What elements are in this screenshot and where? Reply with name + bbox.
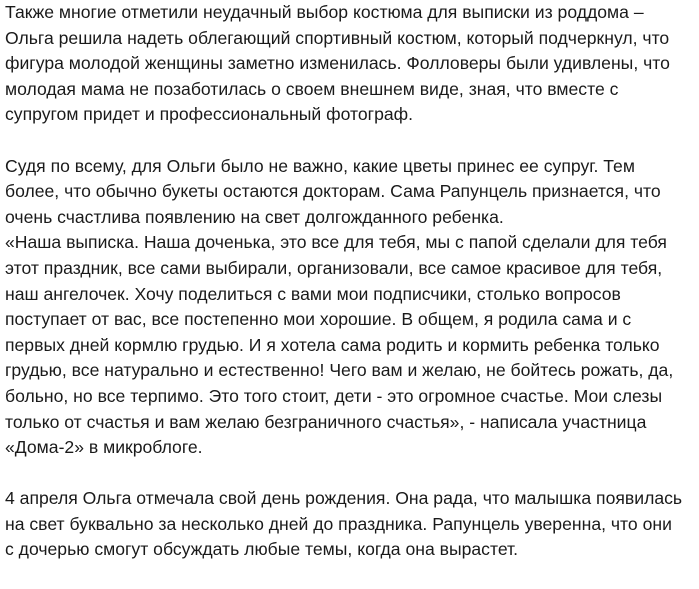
paragraph-3 xyxy=(5,486,695,563)
text-line: Также многие отметили неудачный выбор костюма для выписки из роддома – xyxy=(5,2,644,22)
text-line: на свет буквально за несколько дней до праздника. Рапунцель уверенна, что они xyxy=(5,513,672,534)
text-line: фигура молодой женщины заметно изменилась. Фолловеры были удивлены, что xyxy=(5,53,670,74)
article-body xyxy=(5,0,695,589)
text-line: Судя по всему, для Ольги было не важно, какие цветы принес ее супруг. Тем xyxy=(5,155,635,176)
text-line: очень счастлива появлению на свет долгожданного ребенка. xyxy=(5,206,504,227)
quote-line: больно, но все терпимо. Это того стоит, дети - это огромное счастье. Мои слезы xyxy=(5,385,663,406)
text-line: молодая мама не позаботилась о своем внешнем виде, зная, что вместе с xyxy=(5,78,619,99)
quote-line: первых дней кормлю грудью. И я хотела сама родить и кормить ребенка только xyxy=(5,334,660,355)
quote-line: «Дома-2» в микроблоге. xyxy=(5,437,203,458)
text-line: Ольга решила надеть облегающий спортивный костюм, который подчеркнул, что xyxy=(5,27,670,48)
quote-line: «Наша выписка. Наша доченька, это все для тебя, мы с папой сделали для тебя xyxy=(5,232,667,253)
paragraph-2 xyxy=(5,154,695,461)
text-line: более, что обычно букеты остаются докторам. Сама Рапунцель признается, что xyxy=(5,181,661,202)
paragraph-1 xyxy=(5,0,695,128)
quote-line: наш ангелочек. Хочу поделиться с вами мои подписчики, столько вопросов xyxy=(5,283,621,304)
text-line: супругом придет и профессиональный фотограф. xyxy=(5,104,414,125)
text-line: с дочерью смогут обсуждать любые темы, когда она вырастет. xyxy=(5,539,519,560)
quote-line: грудью, все натурально и естественно! Чего вам и желаю, не бойтесь рожать, да, xyxy=(5,360,674,381)
quote-line: этот праздник, все сами выбирали, организовали, все самое красивое для тебя, xyxy=(5,257,663,278)
quote-line: поступает от вас, все постепенно мои хорошие. В общем, я родила сама и с xyxy=(5,309,632,330)
text-line: 4 апреля Ольга отмечала свой день рождения. Она рада, что малышка появилась xyxy=(5,488,683,509)
quote-line: только от счастья и вам желаю безграничного счастья», - написала участница xyxy=(5,411,647,432)
